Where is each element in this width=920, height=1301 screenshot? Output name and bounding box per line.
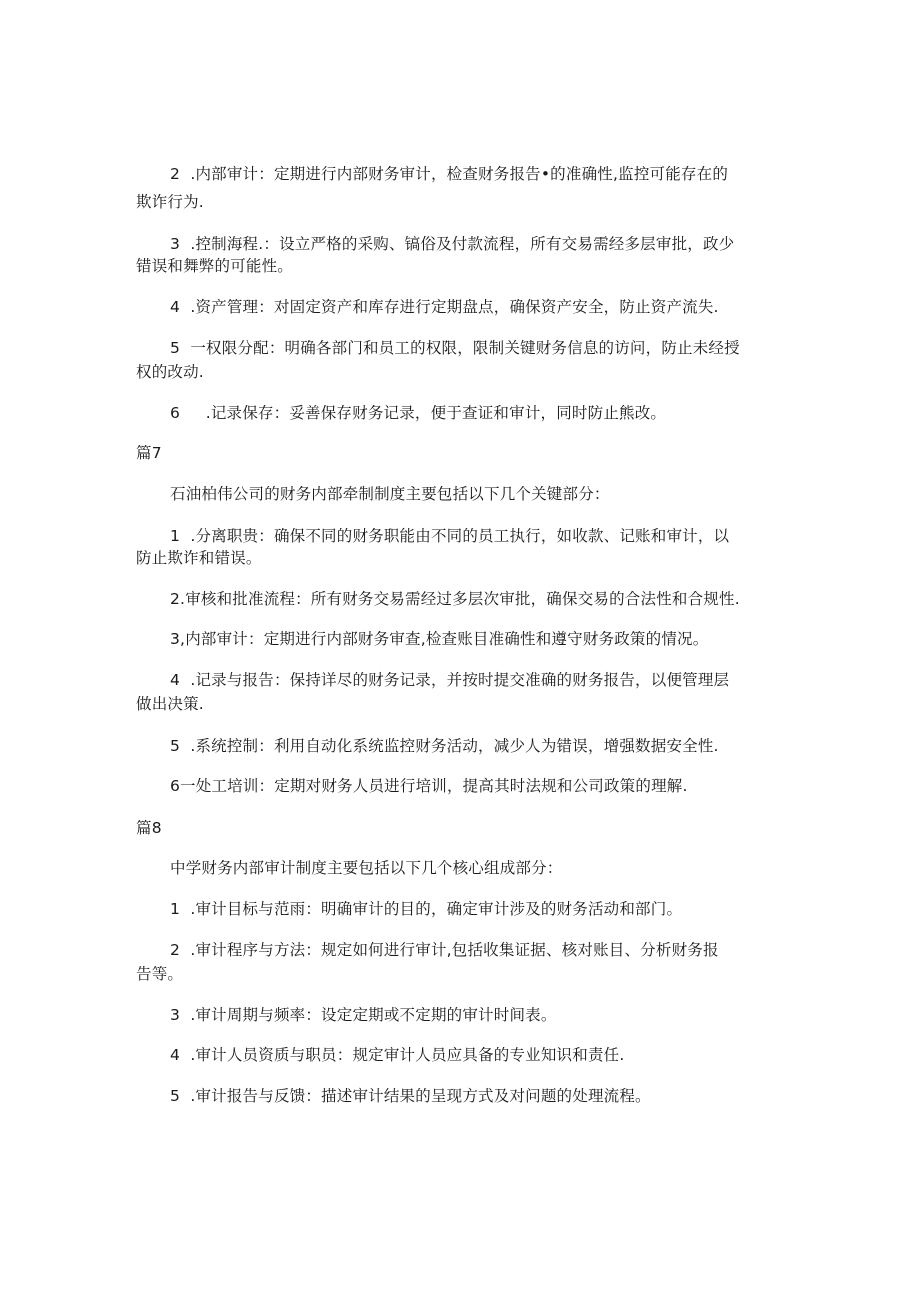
section-8-intro: 中学财务内部审计制度主要包括以下几个核心组成部分： [170, 859, 563, 877]
s8-item-3: 3 .审计周期与频率：设定定期或不定期的审计时间表。 [170, 1006, 557, 1024]
item-2-internal-audit: 2 .内部审计：定期进行内部财务审计，检查财务报告•的准确性,监控可能存在的 [170, 165, 729, 183]
section-heading-8: 篇8 [136, 819, 162, 837]
section-heading-7: 篇7 [136, 444, 162, 462]
s8-item-2-continuation: 告等。 [136, 965, 184, 983]
item-3-control-process: 3 .控制海程.：设立严格的采购、镐俗及付款流程，所有交易需经多层审批，政少 [170, 235, 735, 253]
s7-item-5: 5 .系统控制：利用自动化系统监控财务活动，减少人为错误，增强数据安全性. [170, 737, 719, 755]
s8-item-5: 5 .审计报告与反馈：描述审计结果的呈现方式及对问题的处理流程。 [170, 1087, 651, 1105]
s7-item-3: 3,内部审计：定期进行内部财务审查,检查账目准确性和遵守财务政策的情况。 [170, 630, 709, 648]
s7-item-1: 1 .分离职贵：确保不同的财务职能由不同的员工执行，如收款、记账和审计，以 [170, 527, 730, 545]
section-7-intro: 石油柏伟公司的财务内部牵制制度主要包括以下几个关键部分： [170, 485, 610, 503]
item-5-continuation: 权的改动. [136, 363, 204, 381]
item-3-continuation: 错误和舞弊的可能性。 [136, 257, 294, 275]
s7-item-1-continuation: 防止欺诈和错误。 [136, 549, 262, 567]
s8-item-2: 2 .审计程序与方法：规定如何进行审计,包括收集证据、核对账目、分析财务报 [170, 941, 719, 959]
item-4-asset-management: 4 .资产管理：对固定资产和库存进行定期盘点，确保资产安全，防止资产流失. [170, 298, 719, 316]
item-5-permission: 5 一权限分配：明确各部门和员工的权限，限制关键财务信息的访问，防止未经授 [170, 339, 740, 357]
s7-item-4-continuation: 做出决策. [136, 695, 204, 713]
s7-item-2: 2.审核和批准流程：所有财务交易需经过多层次审批，确保交易的合法性和合规性. [170, 590, 740, 608]
s7-item-4: 4 .记录与报告：保持详尽的财务记录，并按时提交准确的财务报告，以便管理层 [170, 671, 730, 689]
s7-item-6: 6一处工培训：定期对财务人员进行培训，提高其时法规和公司政策的理解. [170, 777, 688, 795]
item-6-record-keeping: 6 .记录保存：妥善保存财务记录，便于查证和审计，同时防止熊改。 [170, 404, 667, 422]
item-2-continuation: 欺诈行为. [136, 193, 204, 211]
s8-item-1: 1 .审计目标与范雨：明确审计的目的，确定审计涉及的财务活动和部门。 [170, 900, 683, 918]
s8-item-4: 4 .审计人员资质与职员：规定审计人员应具备的专业知识和责任. [170, 1046, 625, 1064]
